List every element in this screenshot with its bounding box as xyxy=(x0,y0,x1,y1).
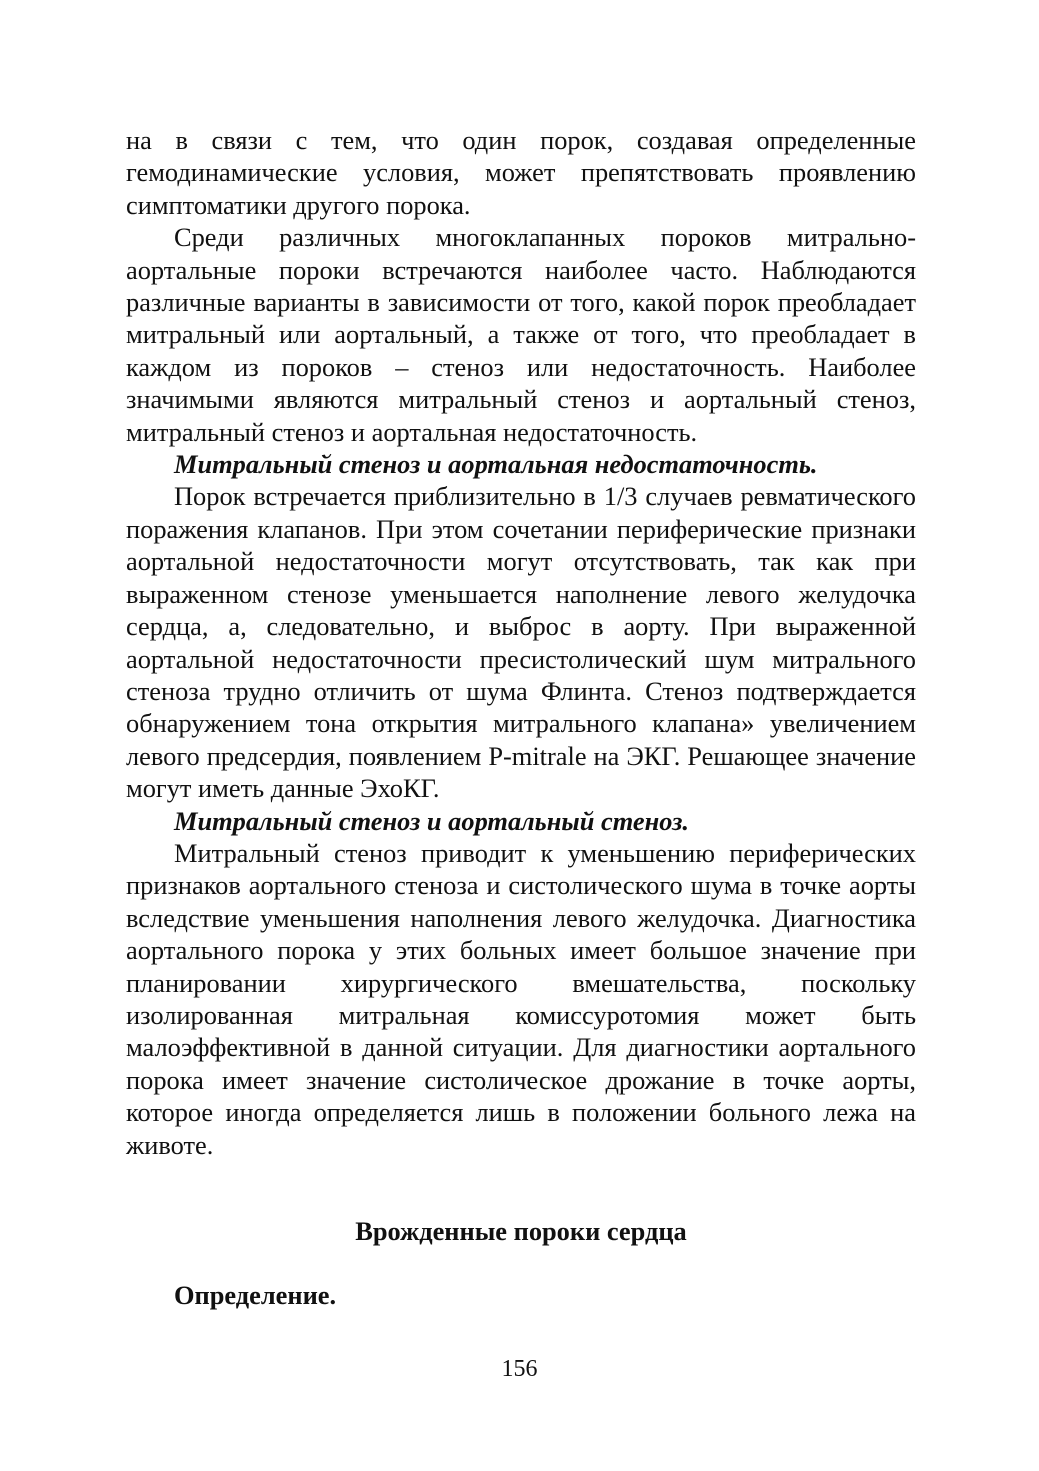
subheading-mitral-stenosis-aortic-stenosis: Митральный стеноз и аортальный стеноз. xyxy=(174,805,689,836)
section-title: Врожденные пороки сердца xyxy=(355,1216,687,1246)
paragraph-multivalve-defects: Среди различных многоклапанных пороков митрально-аортальные пороки встречаются наиболее часто. Наблюдаются различные варианты в зависимости от того, какой порок преобладает митральный или аортальный, а также от того, что преобладает в каждом из пороков – стеноз или недостаточность. Наиболее значимыми являются митральный стеноз и аортальный стеноз, митральный стеноз и аортальная недостаточность. xyxy=(126,222,916,447)
paragraph-mitral-stenosis-aortic-stenosis: Митральный стеноз приводит к уменьшению периферических признаков аортального стеноза и систолического шума в точке аорты вследствие уменьшения наполнения левого желудочка. Диагностика аортального порока у этих больных имеет большое значение при планировании хирургического вмешательства, поскольку изолированная митральная комиссуротомия может быть малоэффективной в данной ситуации. Для диагностики аортального порока имеет значение систолическое дрожание в точке аорты, которое иногда определяется лишь в положении больного лежа на животе. xyxy=(126,837,916,1160)
definition-heading: Определение. xyxy=(174,1280,337,1311)
subheading-mitral-stenosis-aortic-insufficiency: Митральный стеноз и аортальная недостаточность. xyxy=(174,449,818,480)
paragraph-continuation: на в связи с тем, что один порок, создавая определенные гемодинамические условия, может препятствовать проявлению симптоматики другого порока. xyxy=(126,125,916,220)
page-number: 156 xyxy=(501,1356,538,1382)
paragraph-mitral-stenosis-aortic-insufficiency: Порок встречается приблизительно в 1/3 случаев ревматического поражения клапанов. При этом сочетании периферические признаки аортальной недостаточности могут отсутствовать, так как при выраженном стенозе уменьшается наполнение левого желудочка сердца, а, следовательно, и выброс в аорту. При выраженной аортальной недостаточности пресистолический шум митрального стеноза трудно отличить от шума Флинта. Стеноз подтверждается обнаружением тона открытия митрального клапана» увеличением левого предсердия, появлением P-mitrale на ЭКГ. Решающее значение могут иметь данные ЭхоКГ. xyxy=(126,481,916,804)
page-content xyxy=(126,124,916,1312)
